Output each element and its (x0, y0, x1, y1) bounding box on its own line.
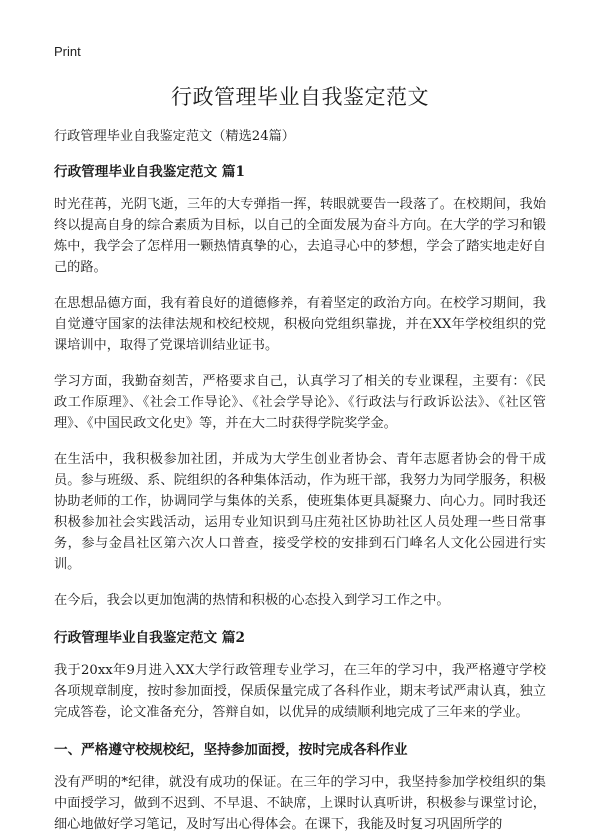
section-2 (54, 626, 546, 723)
paragraph: 时光荏苒，光阴飞逝，三年的大专弹指一挥，转眼就要告一段落了。在校期间，我始终以提高自身的综合素质为目标，以自己的全面发展为奋斗方向。在大学的学习和锻炼中，我学会了怎样用一颗热情真挚的心，去追寻心中的梦想，学会了踏实地走好自己的路。 (54, 197, 546, 275)
paragraph: 在生活中，我积极参加社团，并成为大学生创业者协会、青年志愿者协会的骨干成员。参与班级、系、院组织的各种集体活动，作为班干部，我努力为同学服务，积极协助老师的工作，协调同学与集体的关系，使班集体更具凝聚力、向心力。同时我还积极参加社会实践活动，运用专业知识到马庄苑社区协助社区人员处理一些日常事务，参与金昌社区第六次人口普查，接受学校的安排到石门峰名人文化公园进行实训。 (54, 452, 546, 572)
print-link[interactable]: Print (54, 44, 81, 59)
paragraph: 在今后，我会以更加饱满的热情和积极的心态投入到学习工作之中。 (54, 593, 450, 608)
section-heading: 行政管理毕业自我鉴定范文 篇1 (54, 164, 245, 180)
page-title: 行政管理毕业自我鉴定范文 (171, 85, 429, 109)
paragraph: 没有严明的*纪律，就没有成功的保证。在三年的学习中，我坚持参加学校组织的集中面授学习，做到不迟到、不早退、不缺席，上课时认真听讲，积极参与课堂讨论，细心地做好学习笔记，及时写出心得体会。在课下，我能及时复习巩固所学的 (54, 775, 546, 832)
section-3 (54, 738, 546, 835)
section-heading: 行政管理毕业自我鉴定范文 篇2 (54, 630, 245, 646)
paragraph: 学习方面，我勤奋刻苦，严格要求自己，认真学习了相关的专业课程，主要有：《民政工作原理》、《社会工作导论》、《社会学导论》、《行政法与行政诉讼法》、《社区管理》、《中国民政文化史》等，并在大二时获得学院奖学金。 (54, 374, 546, 431)
section-heading: 一、严格遵守校规校纪，坚持参加面授，按时完成各科作业 (54, 742, 408, 758)
paragraph: 我于20xx年9月进入XX大学行政管理专业学习，在三年的学习中，我严格遵守学校各项规章制度，按时参加面授，保质保量完成了各科作业，期末考试严肃认真，独立完成答卷，论文准备充分，答辩自如，以优异的成绩顺利地完成了三年来的学业。 (54, 663, 546, 720)
section-1 (54, 160, 546, 611)
paragraph: 在思想品德方面，我有着良好的道德修养，有着坚定的政治方向。在校学习期间，我自觉遵守国家的法律法规和校纪校规，积极向党组织靠拢，并在XX年学校组织的党课培训中，取得了党课培训结业证书。 (54, 296, 546, 353)
document-subtitle: 行政管理毕业自我鉴定范文（精选24篇） (54, 129, 295, 144)
